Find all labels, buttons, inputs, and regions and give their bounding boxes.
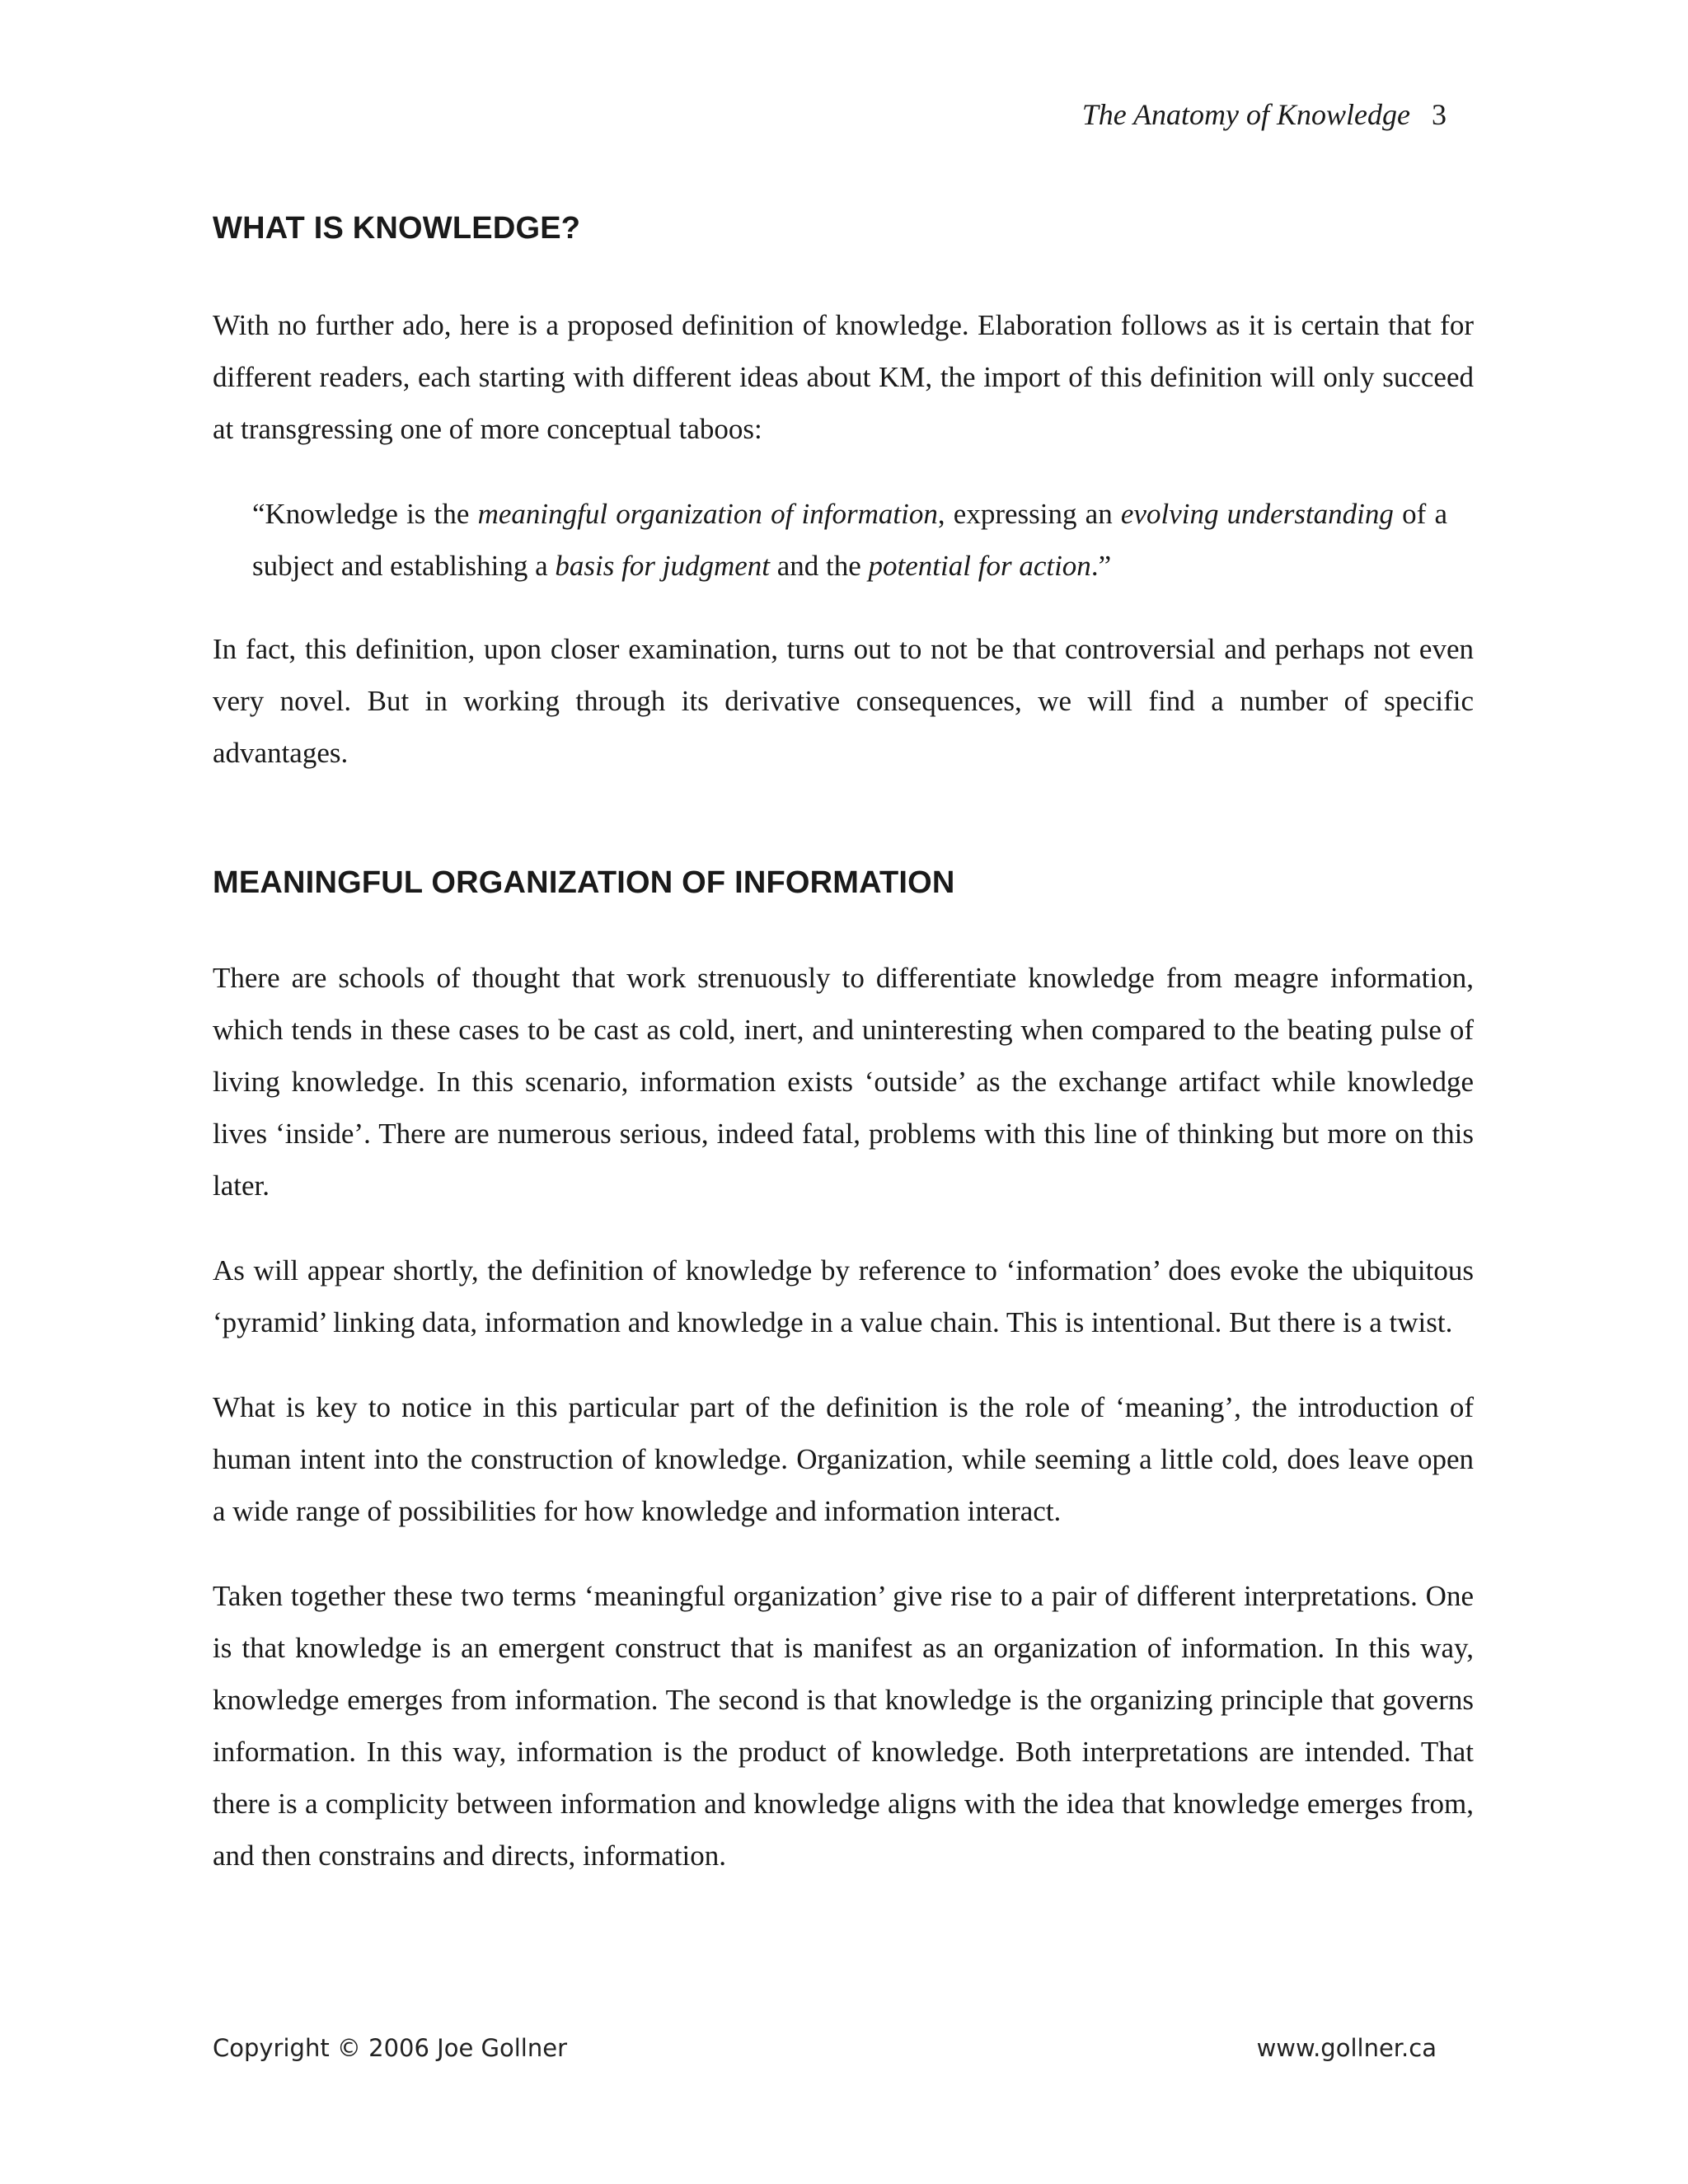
page-number: 3	[1432, 98, 1447, 131]
running-header-title: The Anatomy of Knowledge	[1081, 98, 1410, 131]
footer-copyright: Copyright © 2006 Joe Gollner	[213, 2034, 567, 2062]
main-content	[213, 211, 1474, 1882]
running-header	[1082, 97, 1447, 132]
paragraph-definition-intro: With no further ado, here is a proposed definition of knowledge. Elaboration follows as it is certain that for different readers, each starting with different ideas about KM, the import of this definition will only succeed at transgressing one of more conceptual taboos:	[213, 309, 1474, 445]
paragraph-interpretations: Taken together these two terms ‘meaningful organization’ give rise to a pair of different interpretations. One is that knowledge is an emergent construct that is manifest as an organization of information. In this way, knowledge emerges from information. The second is that knowledge is the organizing principle that governs information. In this way, information is the product of knowledge. Both interpretations are intended. That there is a complicity between information and knowledge aligns with the idea that knowledge emerges from, and then constrains and directs, information.	[213, 1580, 1474, 1872]
definition-quote: “Knowledge is the meaningful organization of information, expressing an evolving understanding of a subject and establishing a basis for judgment and the potential for action.”	[252, 498, 1447, 582]
section-heading-what-is-knowledge: WHAT IS KNOWLEDGE?	[213, 211, 581, 246]
paragraph-meaning: What is key to notice in this particular part of the definition is the role of ‘meaning’, the introduction of human intent into the construction of knowledge. Organization, while seeming a little cold, does leave open a wide range of possibilities for how knowledge and information interact.	[213, 1391, 1474, 1527]
footer-website: www.gollner.ca	[1256, 2034, 1437, 2062]
paragraph-schools-of-thought: There are schools of thought that work strenuously to differentiate knowledge from meagre information, which tends in these cases to be cast as cold, inert, and uninteresting when compared to the beating pulse of living knowledge. In this scenario, information exists ‘outside’ as the exchange artifact while knowledge lives ‘inside’. There are numerous serious, indeed fatal, problems with this line of thinking but more on this later.	[213, 962, 1474, 1202]
section-heading-meaningful-organization: MEANINGFUL ORGANIZATION OF INFORMATION	[213, 865, 955, 900]
paragraph-definition-followup: In fact, this definition, upon closer examination, turns out to not be that controversial and perhaps not even very novel. But in working through its derivative consequences, we will find a number of specific advantages.	[213, 633, 1474, 769]
paragraph-pyramid: As will appear shortly, the definition of knowledge by reference to ‘information’ does evoke the ubiquitous ‘pyramid’ linking data, information and knowledge in a value chain. This is intentional. But there is a twist.	[213, 1254, 1474, 1338]
